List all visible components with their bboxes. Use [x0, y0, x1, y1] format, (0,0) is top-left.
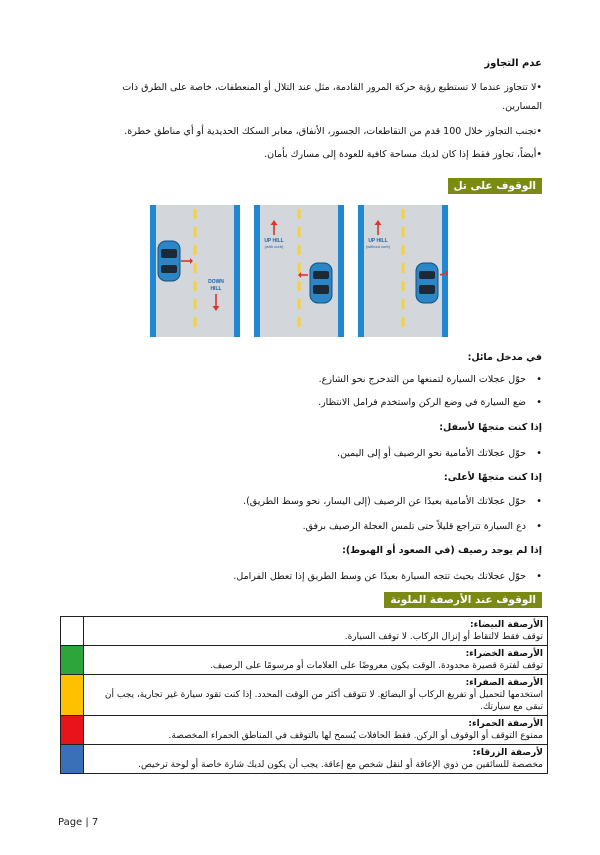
red-curb-swatch	[61, 716, 84, 745]
curb-text: توقف فقط لالتقاط أو إنزال الركاب. لا توقف السيارة.	[344, 632, 543, 642]
hill-parking-banner: الوقوف على تل	[448, 178, 543, 194]
curb-text: ممنوع التوقف أو الوقوف أو الركن. فقط الحافلات يُسمح لها بالتوقف في المناطق الحمراء المخصصة.	[168, 731, 543, 741]
table-row	[61, 675, 548, 716]
hill-parking-diagram	[150, 205, 448, 337]
table-row	[61, 617, 548, 646]
overtaking-heading: عدم التجاوز	[484, 58, 542, 69]
green-curb-cell	[84, 646, 548, 675]
yellow-curb-cell	[84, 675, 548, 716]
nocurb-item-1: • حوّل عجلاتك بحيث تتجه السيارة بعيدًا عن وسط الطريق إذا تعطل الفرامل.	[233, 571, 526, 582]
white-curb-swatch	[61, 617, 84, 646]
road-downhill	[150, 205, 240, 337]
overtaking-para-3: •أيضاً، تجاوز فقط إذا كان لديك مساحة كافية للعودة إلى مسارك بأمان.	[264, 149, 542, 160]
curb-title: الأرصفة الصفراء:	[465, 678, 543, 688]
svg-text:UP HILL: UP HILL	[264, 238, 284, 244]
blue-curb-swatch	[61, 745, 84, 774]
blue-curb-cell	[84, 745, 548, 774]
overtaking-para-2: •تجنب التجاوز خلال 100 قدم من التقاطعات، الجسور، الأنفاق، معابر السكك الحديدية أو أي مناطق خطرة.	[124, 126, 542, 137]
table-row	[61, 716, 548, 745]
road-uphill-curb	[254, 205, 344, 337]
uphill-heading: إذا كنت متجهًا لأعلى:	[443, 472, 542, 483]
curb-title: الأرصفة الحمراء:	[468, 719, 543, 729]
svg-text:DOWN: DOWN	[208, 279, 224, 285]
svg-text:UP HILL: UP HILL	[368, 238, 388, 244]
svg-text:(with curb): (with curb)	[264, 244, 284, 249]
overtaking-para-1-line-1: •لا تتجاوز عندما لا تستطيع رؤية حركة المرور القادمة، مثل عند التلال أو المنعطفات، خاصة على الطرق ذات	[122, 82, 542, 93]
sloped-item-1: • حوّل عجلات السيارة لتمنعها من التدحرج نحو الشارع.	[319, 374, 526, 385]
curb-text: استخدمها لتحميل أو تفريغ الركاب أو البضائع. لا تتوقف أكثر من الوقت المحدد. إذا كنت تقود سيارة غير تجارية، يجب أن تبقى مع سيارتك.	[104, 690, 543, 712]
downhill-heading: إذا كنت متجهًا لأسفل:	[439, 422, 542, 433]
uphill-item-1: • حوّل عجلاتك الأمامية بعيدًا عن الرصيف (إلى اليسار، نحو وسط الطريق).	[243, 496, 526, 507]
red-curb-cell	[84, 716, 548, 745]
sloped-item-2: • ضع السيارة في وضع الركن واستخدم فرامل الانتظار.	[318, 397, 526, 408]
svg-text:HILL: HILL	[210, 286, 222, 292]
curb-title: الأرصفة الخضراء:	[465, 649, 543, 659]
downhill-item-1: • حوّل عجلاتك الأمامية نحو الرصيف أو إلى اليمين.	[337, 448, 526, 459]
nocurb-heading: إذا لم يوجد رصيف (في الصعود أو الهبوط):	[342, 545, 542, 556]
table-row	[61, 646, 548, 675]
curb-text: توقف لفترة قصيرة محدودة. الوقت يكون معروضًا على العلامات أو مرسومًا على الرصيف.	[209, 661, 543, 671]
page-number-footer: Page | 7	[58, 817, 99, 828]
curb-title: لأرصفة الزرقاء:	[472, 748, 543, 758]
overtaking-para-1-line-2: المسارين.	[502, 101, 542, 112]
yellow-curb-swatch	[61, 675, 84, 716]
uphill-item-2: • دع السيارة تتراجع قليلاً حتى تلمس العجلة الرصيف برفق.	[303, 521, 526, 532]
green-curb-swatch	[61, 646, 84, 675]
sloped-heading: في مدخل مائل:	[467, 352, 542, 363]
road-uphill-nocurb	[358, 205, 448, 337]
colored-curbs-table	[60, 616, 548, 774]
white-curb-cell	[84, 617, 548, 646]
colored-curbs-banner: الوقوف عند الأرصفة الملونة	[384, 592, 542, 608]
table-row	[61, 745, 548, 774]
curb-title: الأرصفة البيضاء:	[470, 620, 543, 630]
svg-text:(without curb): (without curb)	[365, 244, 391, 249]
curb-text: مخصصة للسائقين من ذوي الإعاقة أو لنقل شخص مع إعاقة. يجب أن يكون لديك شارة خاصة أو لوحة ترخيص.	[138, 760, 543, 770]
